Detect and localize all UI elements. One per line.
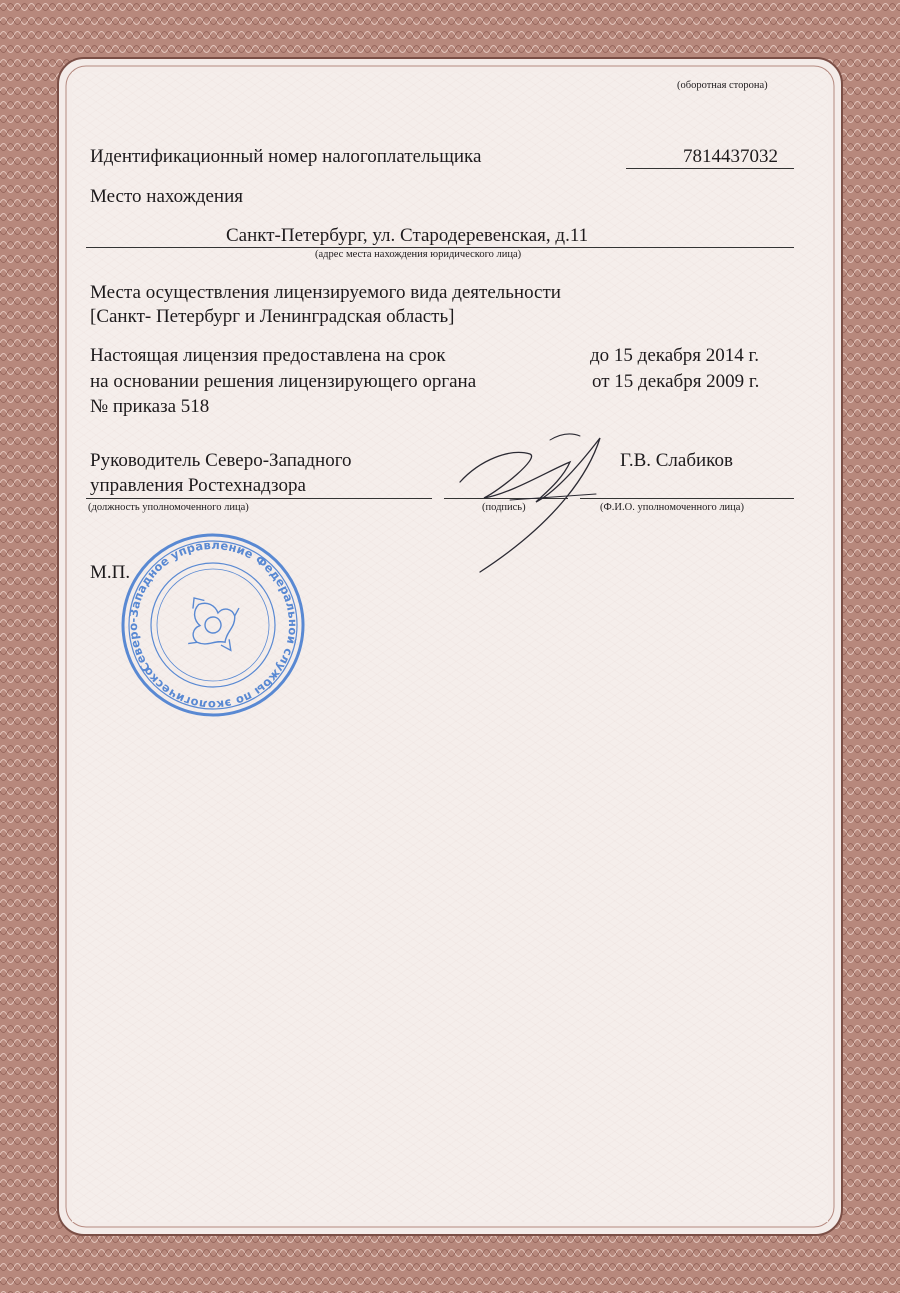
location-label: Место нахождения (90, 186, 243, 207)
position-caption: (должность уполномоченного лица) (88, 502, 249, 513)
term-expiry: до 15 декабря 2014 г. (590, 345, 759, 366)
address-caption: (адрес места нахождения юридического лица) (315, 249, 522, 260)
position-underline (86, 498, 432, 499)
signatory-position-line1: Руководитель Северо-Западного (90, 450, 352, 471)
order-number: № приказа 518 (90, 396, 210, 417)
reverse-side-note: (оборотная сторона) (677, 80, 768, 91)
activity-label: Места осуществления лицензируемого вида деятельности (90, 282, 561, 303)
inn-label: Идентификационный номер налогоплательщика (90, 146, 482, 167)
inn-value: 7814437032 (683, 146, 778, 167)
svg-text:Северо-Западное управление Фед: Северо-Западное управление Федеральной службы по экологическому, (125, 537, 301, 713)
handwritten-signature (440, 420, 640, 580)
official-stamp (118, 530, 308, 720)
signatory-name: Г.В. Слабиков (620, 450, 733, 471)
seal-label: М.П. (90, 562, 131, 583)
signature-caption: (подпись) (482, 502, 526, 513)
term-label: Настоящая лицензия предоставлена на срок (90, 345, 446, 366)
decision-label: на основании решения лицензирующего органа (90, 371, 477, 392)
name-caption: (Ф.И.О. уполномоченного лица) (600, 502, 744, 513)
signatory-position-line2: управления Ростехнадзора (90, 475, 306, 496)
address-underline (86, 247, 794, 248)
decision-date: от 15 декабря 2009 г. (592, 371, 760, 392)
activity-value: [Санкт- Петербург и Ленинградская область] (90, 306, 455, 327)
location-address: Санкт-Петербург, ул. Стародеревенская, д.11 (226, 225, 589, 246)
inn-underline (626, 168, 794, 169)
